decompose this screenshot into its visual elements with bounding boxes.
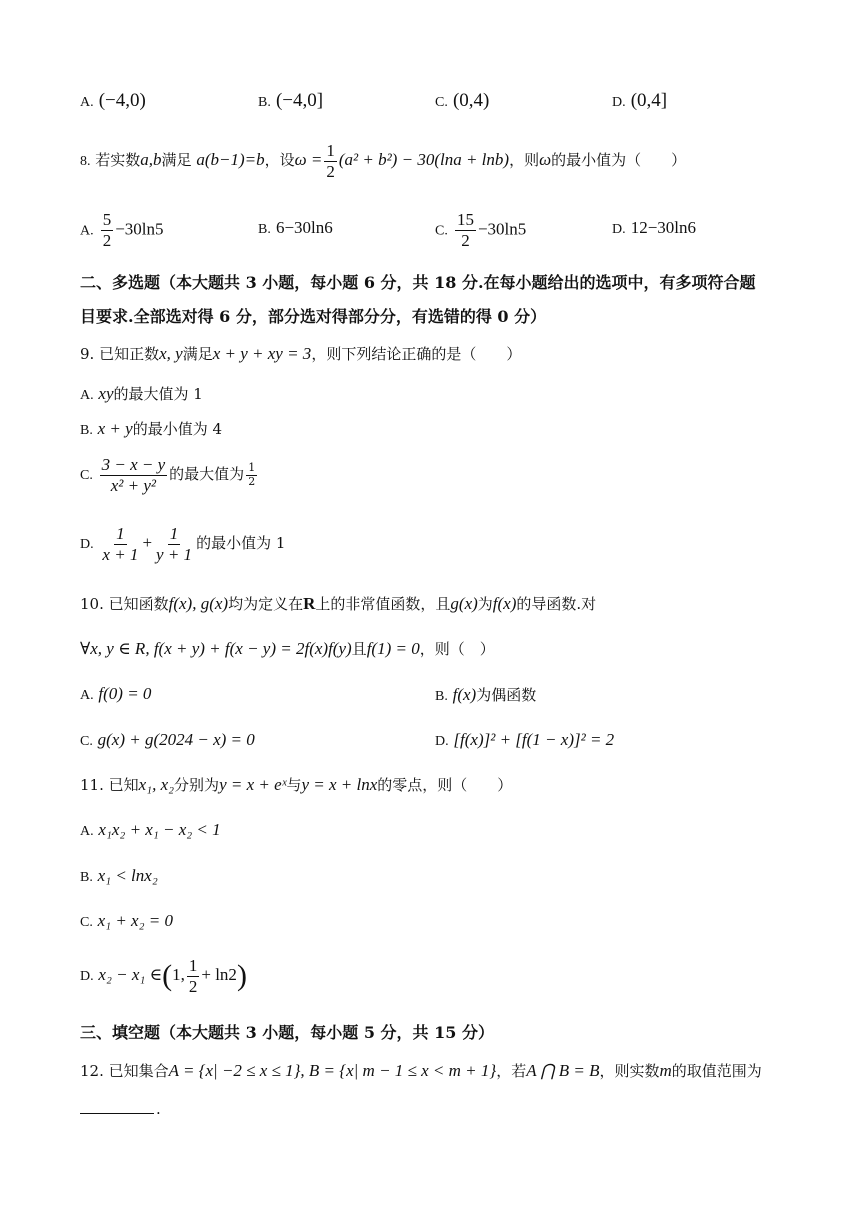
stem-text: ，则下列结论正确的是（ ）	[311, 345, 522, 363]
option-value: 6−30ln6	[275, 218, 333, 237]
option-value: (0,4)	[452, 90, 490, 111]
option-label: B.	[80, 423, 93, 438]
fraction-numerator: 5	[102, 210, 112, 229]
fraction	[324, 141, 337, 181]
fraction-numerator: 1	[116, 524, 125, 543]
q10-option-d	[435, 730, 614, 750]
stem-text: 满足	[182, 345, 213, 363]
answer-blank[interactable]	[80, 1113, 154, 1114]
option-label: B.	[258, 95, 271, 110]
option-text: 的最小值为 4	[132, 420, 222, 438]
option-value: 12−30ln6	[630, 218, 697, 237]
math-condition: f(1) = 0	[366, 639, 420, 658]
plus-sign: +	[142, 533, 153, 553]
fraction	[455, 210, 476, 250]
q10-option-a	[80, 684, 151, 704]
fraction-numerator: 1	[169, 524, 179, 543]
option-text: 为偶函数	[476, 686, 537, 704]
q9-option-a	[80, 383, 203, 404]
fraction-numerator: 15	[456, 210, 474, 229]
math-vars: x₁, x₂	[138, 775, 175, 794]
q10-option-c	[80, 730, 255, 750]
q12-stem	[80, 1060, 762, 1081]
stem-text: 且	[351, 640, 367, 658]
math-functions: f(x), g(x)	[168, 594, 229, 613]
stem-text: ，则（ ）	[419, 640, 495, 658]
q11-option-a	[80, 820, 221, 840]
option-label: D.	[435, 734, 449, 749]
q8-option-d	[612, 218, 696, 238]
option-label: A.	[80, 824, 94, 839]
math-gx: g(x)	[450, 594, 478, 613]
math-reals: R	[303, 594, 316, 613]
stem-text: 的零点，则（ ）	[377, 776, 513, 794]
stem-text: 若实数	[95, 151, 141, 170]
option-math: x + y	[97, 419, 133, 438]
fraction	[101, 210, 114, 250]
q11-option-c	[80, 911, 173, 931]
q10-option-b	[435, 684, 536, 705]
q10-stem-line2	[80, 638, 495, 659]
q8-option-c	[435, 210, 526, 250]
option-text: 的最大值为	[169, 465, 245, 484]
fraction-denominator: 2	[248, 474, 256, 488]
option-text: 的最小值为 1	[196, 534, 286, 553]
math-omega-rhs: (a² + b²) − 30(lna + lnb)	[338, 150, 510, 170]
option-label: A.	[80, 388, 94, 403]
fraction-denominator: 2	[102, 230, 112, 250]
math-fx: f(x)	[492, 594, 517, 613]
q8-option-b	[258, 218, 333, 238]
fraction-numerator: 3 − x − y	[101, 455, 166, 474]
question-number: 8.	[80, 154, 91, 170]
option-label: C.	[80, 734, 93, 749]
math-functional-equation: ∀x, y ∈ R, f(x + y) + f(x − y) = 2f(x)f(y)	[80, 639, 352, 658]
q9-option-d	[80, 524, 285, 564]
option-label: B.	[435, 689, 448, 704]
stem-text: 的导函数.对	[516, 595, 597, 613]
option-value: (0,4]	[630, 90, 668, 111]
option-label: A.	[80, 688, 94, 703]
option-label: C.	[80, 915, 93, 930]
stem-text: 9. 已知正数	[80, 345, 160, 363]
section-2-heading-line2: 目要求.全部选对得 6 分，部分选对得部分分，有选错的得 0 分）	[80, 307, 547, 326]
stem-text: ，若	[496, 1062, 527, 1080]
stem-text: 11. 已知	[80, 776, 139, 794]
option-math: x₁ < lnx₂	[97, 866, 158, 885]
fraction	[100, 455, 168, 495]
option-label: A.	[80, 223, 94, 239]
stem-text: 12. 已知集合	[80, 1062, 169, 1080]
fraction-denominator: x² + y²	[110, 475, 157, 495]
option-value: (−4,0]	[275, 90, 324, 111]
option-math: x₁x₂ + x₁ − x₂ < 1	[98, 820, 221, 839]
fraction-denominator: 2	[326, 161, 335, 181]
option-label: D.	[80, 969, 94, 985]
q9-option-b	[80, 418, 222, 439]
stem-text: 为	[477, 595, 493, 613]
option-label: C.	[80, 468, 93, 484]
stem-text: 的最小值为（ ）	[551, 151, 687, 170]
stem-text: 分别为	[174, 776, 220, 794]
math-var-m: m	[659, 1061, 672, 1080]
q7-option-c	[435, 90, 489, 112]
math-function-1: y = x + eˣ	[219, 775, 287, 794]
option-value: (−4,0)	[98, 90, 146, 111]
math-vars: a,b	[140, 150, 162, 170]
math-condition: x + y + xy = 3	[212, 344, 312, 363]
q11-option-b	[80, 866, 158, 886]
math-function-2: y = x + lnx	[301, 775, 378, 794]
math-vars: x, y	[159, 344, 183, 363]
option-math: xy	[98, 384, 114, 403]
option-math: x₂ − x₁ ∈	[98, 965, 163, 985]
option-label: B.	[80, 870, 93, 885]
q7-option-b	[258, 90, 323, 112]
interval-rest: + ln2	[201, 965, 237, 985]
option-label: A.	[80, 95, 94, 110]
option-label: B.	[258, 222, 271, 237]
stem-text: 均为定义在	[228, 595, 304, 613]
math-omega: ω	[539, 150, 552, 170]
stem-text: 10. 已知函数	[80, 595, 169, 613]
option-label: D.	[612, 222, 626, 237]
fraction	[154, 524, 194, 564]
math-omega-lhs: ω =	[294, 150, 323, 170]
section-3-heading: 三、填空题（本大题共 3 小题，每小题 5 分，共 15 分）	[80, 1023, 494, 1042]
option-label: C.	[435, 95, 448, 110]
q11-stem	[80, 774, 512, 795]
stem-text: ，设	[264, 151, 295, 170]
stem-text: ，则实数	[599, 1062, 660, 1080]
q11-option-d	[80, 956, 247, 996]
math-condition: a(b−1)=b	[196, 150, 265, 170]
fraction-numerator: 1	[326, 141, 335, 160]
stem-text: ，则	[509, 151, 540, 170]
option-math: f(x)	[452, 685, 477, 704]
fraction-denominator: y + 1	[156, 544, 193, 564]
interval-start: 1,	[172, 965, 185, 985]
stem-text: 满足	[161, 151, 192, 170]
section-2-heading-line1: 二、多选题（本大题共 3 小题，每小题 6 分，共 18 分.在每小题给出的选项中，有多项符合题	[80, 273, 756, 292]
math-condition: A ⋂ B = B	[526, 1061, 600, 1080]
q8-stem	[80, 141, 686, 181]
q8-option-a	[80, 210, 164, 250]
fraction	[187, 956, 200, 996]
option-value: −30ln5	[115, 219, 164, 239]
left-paren: (	[162, 959, 173, 993]
stem-text: 上的非常值函数，且	[315, 595, 451, 613]
q9-stem	[80, 343, 521, 364]
option-label: D.	[612, 95, 626, 110]
fraction-denominator: 2	[188, 976, 198, 996]
q7-option-d	[612, 90, 667, 112]
option-text: 的最大值为 1	[113, 385, 203, 403]
q7-option-a	[80, 90, 146, 112]
fraction	[100, 524, 140, 564]
option-value: −30ln5	[477, 219, 527, 239]
fraction-numerator: 1	[188, 956, 198, 975]
stem-text: 与	[286, 776, 302, 794]
fraction-denominator: 2	[461, 230, 470, 250]
q9-option-c	[80, 455, 259, 495]
option-label: C.	[435, 223, 448, 239]
right-paren: )	[236, 959, 247, 993]
option-math: x₁ + x₂ = 0	[97, 911, 173, 930]
q10-stem-line1	[80, 593, 596, 614]
option-math: [f(x)]² + [f(1 − x)]² = 2	[453, 730, 615, 749]
option-math: g(x) + g(2024 − x) = 0	[97, 730, 255, 749]
fraction-numerator: 1	[248, 460, 256, 474]
q12-answer-line	[80, 1100, 161, 1118]
stem-text: 的取值范围为	[671, 1062, 762, 1080]
option-math: f(0) = 0	[98, 684, 152, 703]
period: .	[156, 1100, 161, 1118]
small-fraction	[246, 462, 257, 488]
fraction-denominator: x + 1	[102, 544, 139, 564]
math-sets: A = {x| −2 ≤ x ≤ 1}, B = {x| m − 1 ≤ x < m + 1}	[168, 1061, 497, 1080]
option-label: D.	[80, 537, 94, 553]
